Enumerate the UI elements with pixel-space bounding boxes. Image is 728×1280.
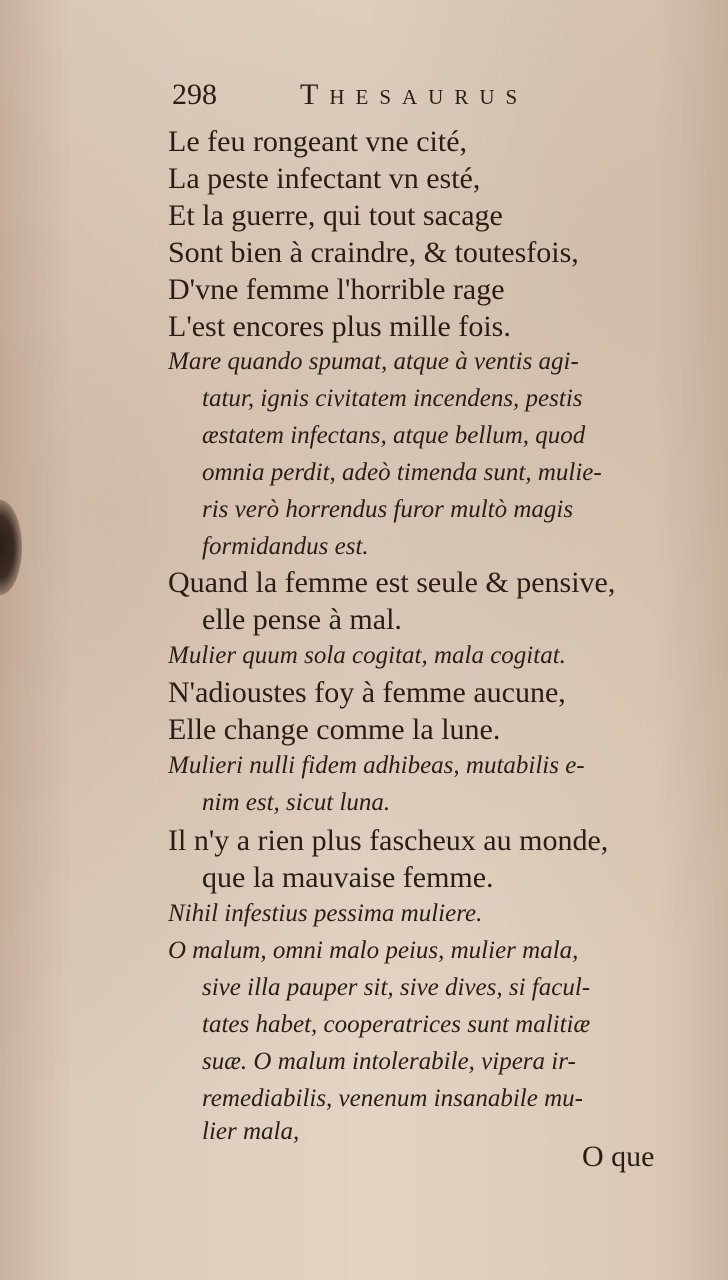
text-line: tatur, ignis civitatem incendens, pestis xyxy=(202,385,583,412)
text-line: remediabilis, venenum insanabile mu- xyxy=(202,1085,583,1112)
text-line: elle pense à mal. xyxy=(202,603,402,636)
catchword: O que xyxy=(582,1140,655,1173)
text-line: lier mala, xyxy=(202,1118,300,1145)
text-line: D'vne femme l'horrible rage xyxy=(168,273,505,306)
text-line: æstatem infectans, atque bellum, quod xyxy=(202,422,586,449)
text-line: que la mauvaise femme. xyxy=(202,861,494,894)
text-line: sive illa pauper sit, sive dives, si facul- xyxy=(202,974,591,1001)
text-line: L'est encores plus mille fois. xyxy=(168,310,511,343)
text-line: Mulieri nulli fidem adhibeas, mutabilis e- xyxy=(168,752,585,779)
text-line: La peste infectant vn esté, xyxy=(168,162,481,195)
text-line: Mare quando spumat, atque à ventis agi- xyxy=(168,348,579,375)
running-title: Thesaurus xyxy=(300,78,529,111)
text-line: O malum, omni malo peius, mulier mala, xyxy=(168,937,579,964)
text-line: Mulier quum sola cogitat, mala cogitat. xyxy=(168,642,566,669)
text-line: Il n'y a rien plus fascheux au monde, xyxy=(168,824,609,857)
text-line: Et la guerre, qui tout sacage xyxy=(168,199,503,232)
text-line: Le feu rongeant vne cité, xyxy=(168,125,468,158)
text-line: Sont bien à craindre, & toutesfois, xyxy=(168,236,579,269)
text-line: Nihil infestius pessima muliere. xyxy=(168,900,483,927)
text-line: Quand la femme est seule & pensive, xyxy=(168,566,616,599)
text-line: tates habet, cooperatrices sunt malitiæ xyxy=(202,1011,591,1038)
text-line: formidandus est. xyxy=(202,533,369,560)
text-line: ris verò horrendus furor multò magis xyxy=(202,496,574,523)
text-line: omnia perdit, adeò timenda sunt, mulie- xyxy=(202,459,602,486)
ink-stain xyxy=(0,500,22,595)
text-line: N'adioustes foy à femme aucune, xyxy=(168,676,566,709)
text-line: suæ. O malum intolerabile, vipera ir- xyxy=(202,1048,576,1075)
page-number: 298 xyxy=(172,78,217,111)
page-header xyxy=(172,78,612,118)
text-line: Elle change comme la lune. xyxy=(168,713,501,746)
text-line: nim est, sicut luna. xyxy=(202,789,391,816)
